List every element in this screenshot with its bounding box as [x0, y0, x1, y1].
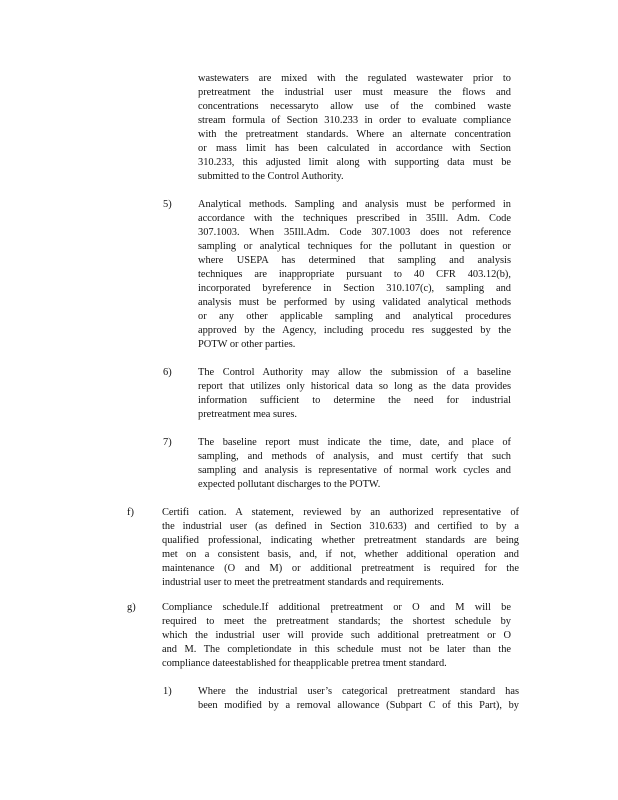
text-line: POTW or other parties.	[198, 338, 296, 350]
text-line: Certifi cation. A statement, reviewed by an authorized representative of	[162, 507, 519, 518]
paragraph-baseline-report	[198, 436, 511, 492]
text-line: Analytical methods. Sampling and analysis must be performed in	[198, 199, 511, 210]
text-line: stream formula of Section 310.233 in order to evaluate compliance	[198, 114, 511, 126]
text-line: sampling or analytical techniques for the pollutant in question or	[198, 240, 511, 252]
text-line: with the pretreatment standards. Where an alternate concentration	[198, 128, 511, 140]
text-line: 307.1003. When 35Ill.Adm. Code 307.1003 does not reference	[198, 226, 511, 238]
paragraph-continuation	[198, 72, 511, 184]
text-line: or mass limit has been calculated in accordance with Section	[198, 142, 511, 154]
text-line: which the industrial user will provide such additional pretreatment or O	[162, 629, 511, 641]
text-line: Compliance schedule.If additional pretreatment or O and M will be	[162, 602, 511, 613]
text-line: maintenance (O and M) or additional pretreatment is required for the	[162, 562, 519, 574]
paragraph-certification	[162, 506, 519, 590]
paragraph-removal-allowance	[198, 685, 519, 713]
text-line: submitted to the Control Authority.	[198, 170, 344, 182]
text-line: where USEPA has determined that sampling and analysis	[198, 254, 511, 266]
text-line: incorporated byreference in Section 310.107(c), sampling and	[198, 282, 511, 294]
text-line: report that utilizes only historical data so long as the data provides	[198, 380, 511, 392]
text-line: pretreatment mea sures.	[198, 408, 297, 420]
text-line: the industrial user (as defined in Section 310.633) and certified to by a	[162, 520, 519, 532]
text-line: accordance with the techniques prescribed in 35Ill. Adm. Code	[198, 212, 511, 224]
text-line: pretreatment the industrial user must measure the flows and	[198, 86, 511, 98]
text-line: techniques are inappropriate pursuant to 40 CFR 403.12(b),	[198, 268, 511, 280]
text-line: qualified professional, indicating whether pretreatment standards are being	[162, 534, 519, 546]
text-line: wastewaters are mixed with the regulated wastewater prior to	[198, 73, 511, 84]
text-line: The baseline report must indicate the time, date, and place of	[198, 437, 511, 448]
text-line: industrial user to meet the pretreatment standards and requirements.	[162, 576, 444, 588]
item-number-6: 6)	[163, 367, 172, 378]
text-line: analysis must be performed by using validated analytical methods	[198, 296, 511, 308]
text-line: information sufficient to determine the need for industrial	[198, 394, 511, 406]
text-line: been modified by a removal allowance (Subpart C of this Part), by	[198, 699, 519, 711]
item-number-1: 1)	[163, 686, 172, 697]
text-line: sampling and analysis is representative of normal work cycles and	[198, 464, 511, 476]
text-line: sampling, and methods of analysis, and must certify that such	[198, 450, 511, 462]
item-number-5: 5)	[163, 199, 172, 210]
text-line: required to meet the pretreatment standards; the shortest schedule by	[162, 615, 511, 627]
paragraph-baseline-historical	[198, 366, 511, 422]
text-line: 310.233, this adjusted limit along with supporting data must be	[198, 156, 511, 168]
paragraph-compliance-schedule	[162, 601, 511, 671]
text-line: or any other applicable sampling and analytical procedures	[198, 310, 511, 322]
paragraph-analytical-methods	[198, 198, 511, 351]
text-line: compliance dateestablished for theapplicable pretrea tment standard.	[162, 657, 447, 669]
text-line: Where the industrial user’s categorical pretreatment standard has	[198, 686, 519, 697]
item-number-7: 7)	[163, 437, 172, 448]
text-line: concentrations necessaryto allow use of the combined waste	[198, 100, 511, 112]
text-line: and M. The completiondate in this schedule must not be later than the	[162, 643, 511, 655]
item-letter-g: g)	[127, 602, 136, 613]
text-line: approved by the Agency, including procedu res suggested by the	[198, 324, 511, 336]
text-line: expected pollutant discharges to the POTW.	[198, 478, 381, 490]
text-line: met on a consistent basis, and, if not, whether additional operation and	[162, 548, 519, 560]
text-line: The Control Authority may allow the submission of a baseline	[198, 367, 511, 378]
item-letter-f: f)	[127, 507, 134, 518]
